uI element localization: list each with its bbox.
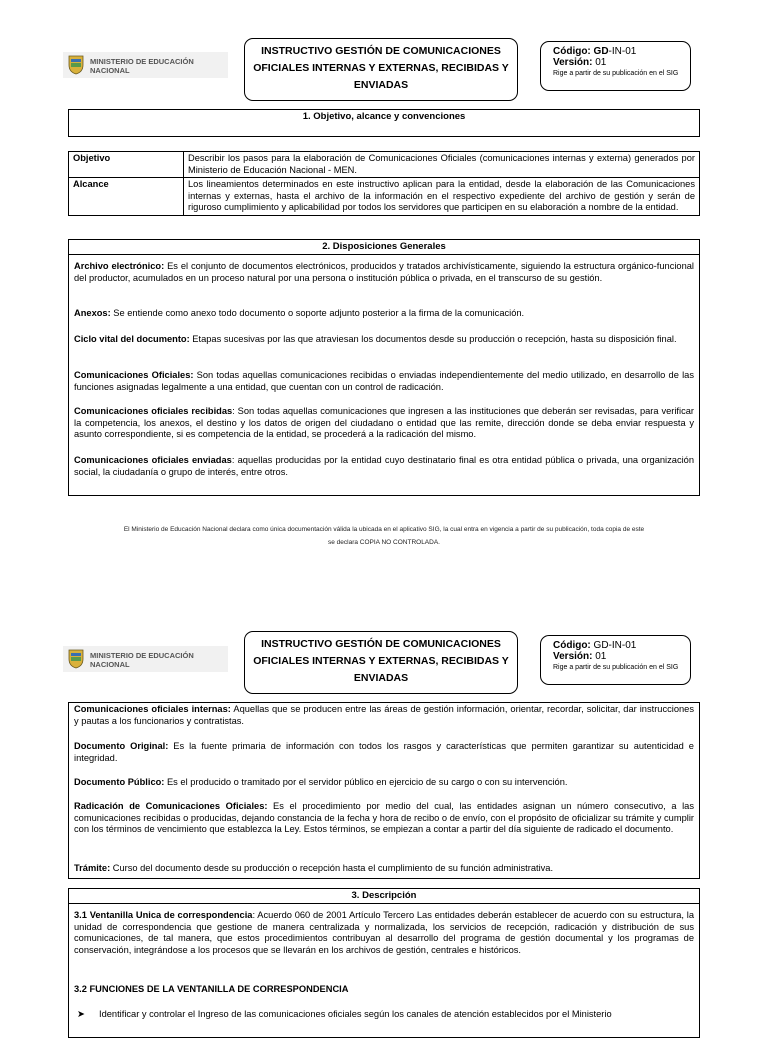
section2-box xyxy=(68,239,700,496)
def-term: Comunicaciones oficiales enviadas xyxy=(74,455,232,465)
uncontrolled-copy-notice xyxy=(60,523,708,549)
version-value: 01 xyxy=(595,57,607,68)
section1-title: 1. Objetivo, alcance y convenciones xyxy=(302,111,466,122)
title-line-3: ENVIADAS xyxy=(353,79,409,91)
def-term: Radicación de Comunicaciones Oficiales: xyxy=(74,801,268,811)
title-line-2: OFICIALES INTERNAS Y EXTERNAS, RECIBIDAS Y xyxy=(253,655,509,667)
ministry-name xyxy=(90,651,194,669)
def-documento-original xyxy=(74,741,694,764)
coat-of-arms-icon xyxy=(68,648,84,669)
version-label: Versión: xyxy=(553,651,593,662)
def-term: Documento Público: xyxy=(74,777,165,787)
def-comunicaciones-oficiales xyxy=(74,370,694,393)
objective-label: Objetivo xyxy=(73,153,111,163)
version-value: 01 xyxy=(595,651,607,662)
section1-title-box xyxy=(68,109,700,137)
validity-note: Rige a partir de su publicación en el SIG xyxy=(553,664,679,671)
def-term: Comunicaciones Oficiales: xyxy=(74,370,194,380)
title-line-1: INSTRUCTIVO GESTIÓN DE COMUNICACIONES xyxy=(261,45,501,57)
document-title-box xyxy=(244,631,518,694)
functions-heading: 3.2 FUNCIONES DE LA VENTANILLA DE CORRESPONDENCIA xyxy=(74,984,349,994)
definitions-continued-box xyxy=(68,702,700,879)
def-text: Etapas sucesivas por las que atraviesan los documentos desde su producción o recepción, hasta su disposición final. xyxy=(189,334,677,344)
ministry-line-1: MINISTERIO DE EDUCACIÓN xyxy=(90,651,194,660)
title-line-3: ENVIADAS xyxy=(353,672,409,684)
def-text: Son todas aquellas comunicaciones recibidas o enviadas independientemente del medio utilizado, en desarrollo de las funciones asignadas legalmente a una entidad, que cuentan con un control de radicación. xyxy=(74,370,694,392)
def-term: Ciclo vital del documento: xyxy=(74,334,190,344)
footer-line-2: se declara COPIA NO CONTROLADA. xyxy=(328,539,440,546)
def-ciclo-vital xyxy=(74,334,694,346)
section3-title: 3. Descripción xyxy=(69,889,699,904)
bullet-arrow-icon: ➤ xyxy=(77,1009,85,1020)
table-row xyxy=(69,178,700,216)
def-archivo-electronico xyxy=(74,261,694,284)
def-text: Es la fuente primaria de información con todos los rasgos y características que permiten garantizar su autenticidad e integridad. xyxy=(74,741,694,763)
def-text: Es el conjunto de documentos electrónicos, producidos y tratados archivísticamente, siguiendo la estructura orgánico-funcional del productor, acumulados en un proceso natural por una persona o institución pública o privada, en el transcurso de su gestión. xyxy=(74,261,694,283)
code-value: GD-IN-01 xyxy=(593,640,637,651)
ministry-logo xyxy=(63,646,228,672)
def-term: Anexos: xyxy=(74,308,111,318)
def-tramite xyxy=(74,863,694,875)
footer-line-1: El Ministerio de Educación Nacional declara como única documentación válida la ubicada en el aplicativo SIG, la cual entra en vigencia a partir de su publicación, toda copia de este xyxy=(123,526,645,533)
document-title-box xyxy=(244,38,518,101)
def-text: Es el producido o tramitado por el servidor público en ejercicio de su cargo o con su intervención. xyxy=(164,777,568,787)
item-text: : Acuerdo 060 de 2001 Artículo Tercero Las entidades deberán establecer de acuerdo con su estructura, la unidad de correspondencia que gestione de manera centralizada y normalizada, los servicios de recepción, radicación y distribución de sus comunicaciones, de tal manera, que estos procedimientos contribuyan al desarrollo del programa de gestión documental y los programas de conservación, integrándose a los procesos que se llevarán en los archivos de gestión, centrales e históricos. xyxy=(74,910,694,955)
def-anexos xyxy=(74,308,694,320)
def-text: Aquellas que se producen entre las áreas de gestión información, orientar, recordar, solicitar, dar instrucciones y pautas a los funcionarios y contratistas. xyxy=(74,704,694,726)
def-text: : aquellas producidas por la entidad cuyo destinatario final es otra entidad pública o privada, una organización social, la ciudadanía o grupo de interés, entre otros. xyxy=(74,455,695,477)
def-term: Archivo electrónico: xyxy=(74,261,165,271)
section2-title: 2. Disposiciones Generales xyxy=(69,240,699,255)
code-label: Código: xyxy=(553,46,591,57)
def-text: Se entiende como anexo todo documento o soporte adjunto posterior a la firma de la comunicación. xyxy=(110,308,525,318)
coat-of-arms-icon xyxy=(68,54,84,75)
list-item: Identificar y controlar el Ingreso de las comunicaciones oficiales según los canales de atención establecidos por el Ministerio xyxy=(99,1009,612,1019)
def-comunicaciones-internas xyxy=(74,704,694,727)
title-line-2: OFICIALES INTERNAS Y EXTERNAS, RECIBIDAS Y xyxy=(253,62,509,74)
def-term: Comunicaciones oficiales internas: xyxy=(74,704,231,714)
scope-text: Los lineamientos determinados en este instructivo aplican para la entidad, desde la elaboración de las Comunicaciones internas y externas, hasta el archivo de la información en el respectivo expediente del archivo de gestión y serán de riguroso cumplimiento y aplicabilidad por todos los servidores que participen en su elaboración a nombre de la entidad. xyxy=(184,178,700,216)
def-comunicaciones-recibidas xyxy=(74,406,694,441)
def-term: Documento Original: xyxy=(74,741,169,751)
ventanilla-unica-paragraph xyxy=(74,910,694,956)
document-code-box xyxy=(540,635,691,685)
def-term: Trámite: xyxy=(74,863,111,873)
ministry-logo xyxy=(63,52,228,78)
def-text: Curso del documento desde su producción o recepción hasta el cumplimiento de su función administrativa. xyxy=(110,863,554,873)
ministry-line-2: NACIONAL xyxy=(90,660,130,669)
table-row xyxy=(69,152,700,178)
def-text: : Son todas aquellas comunicaciones que ingresen a las instituciones que deberán ser revisadas, para verificar la competencia, los anexos, el destino y los datos de origen del ciudadano o entidad que las remite, dirección donde se deba enviar respuesta y asunto correspondiente, si es competencia de la entidad, se procederá a la radicación del mismo. xyxy=(74,406,694,439)
objective-text: Describir los pasos para la elaboración de Comunicaciones Oficiales (comunicaciones internas y externa) generados por Ministerio de Educación Nacional - MEN. xyxy=(184,152,700,178)
ministry-line-2: NACIONAL xyxy=(90,66,130,75)
objective-scope-table xyxy=(68,151,700,216)
def-text: Es el procedimiento por medio del cual, las entidades asignan un número consecutivo, a las comunicaciones recibidas o producidas, dejando constancia de la fecha y hora de recibo o de envío, con el propósito de oficializar su trámite y cumplir con los términos de vencimiento que establezca la Ley. Estos términos, se empiezan a contar a partir del día siguiente de radicado el documento. xyxy=(74,801,694,834)
def-documento-publico xyxy=(74,777,694,789)
title-line-1: INSTRUCTIVO GESTIÓN DE COMUNICACIONES xyxy=(261,638,501,650)
validity-note: Rige a partir de su publicación en el SIG xyxy=(553,70,679,77)
document-code-box: Código: GD-IN-01 Versión: 01 Rige a partir de su publicación en el SIG xyxy=(540,41,691,91)
ministry-line-1: MINISTERIO DE EDUCACIÓN xyxy=(90,57,194,66)
def-term: Comunicaciones oficiales recibidas xyxy=(74,406,233,416)
def-radicacion xyxy=(74,801,694,836)
ministry-name xyxy=(90,57,194,75)
section3-box xyxy=(68,888,700,1038)
code-label: Código: xyxy=(553,640,591,651)
item-term: 3.1 Ventanilla Unica de correspondencia xyxy=(74,910,253,920)
version-label: Versión: xyxy=(553,57,593,68)
scope-label: Alcance xyxy=(73,179,109,189)
def-comunicaciones-enviadas xyxy=(74,455,694,478)
